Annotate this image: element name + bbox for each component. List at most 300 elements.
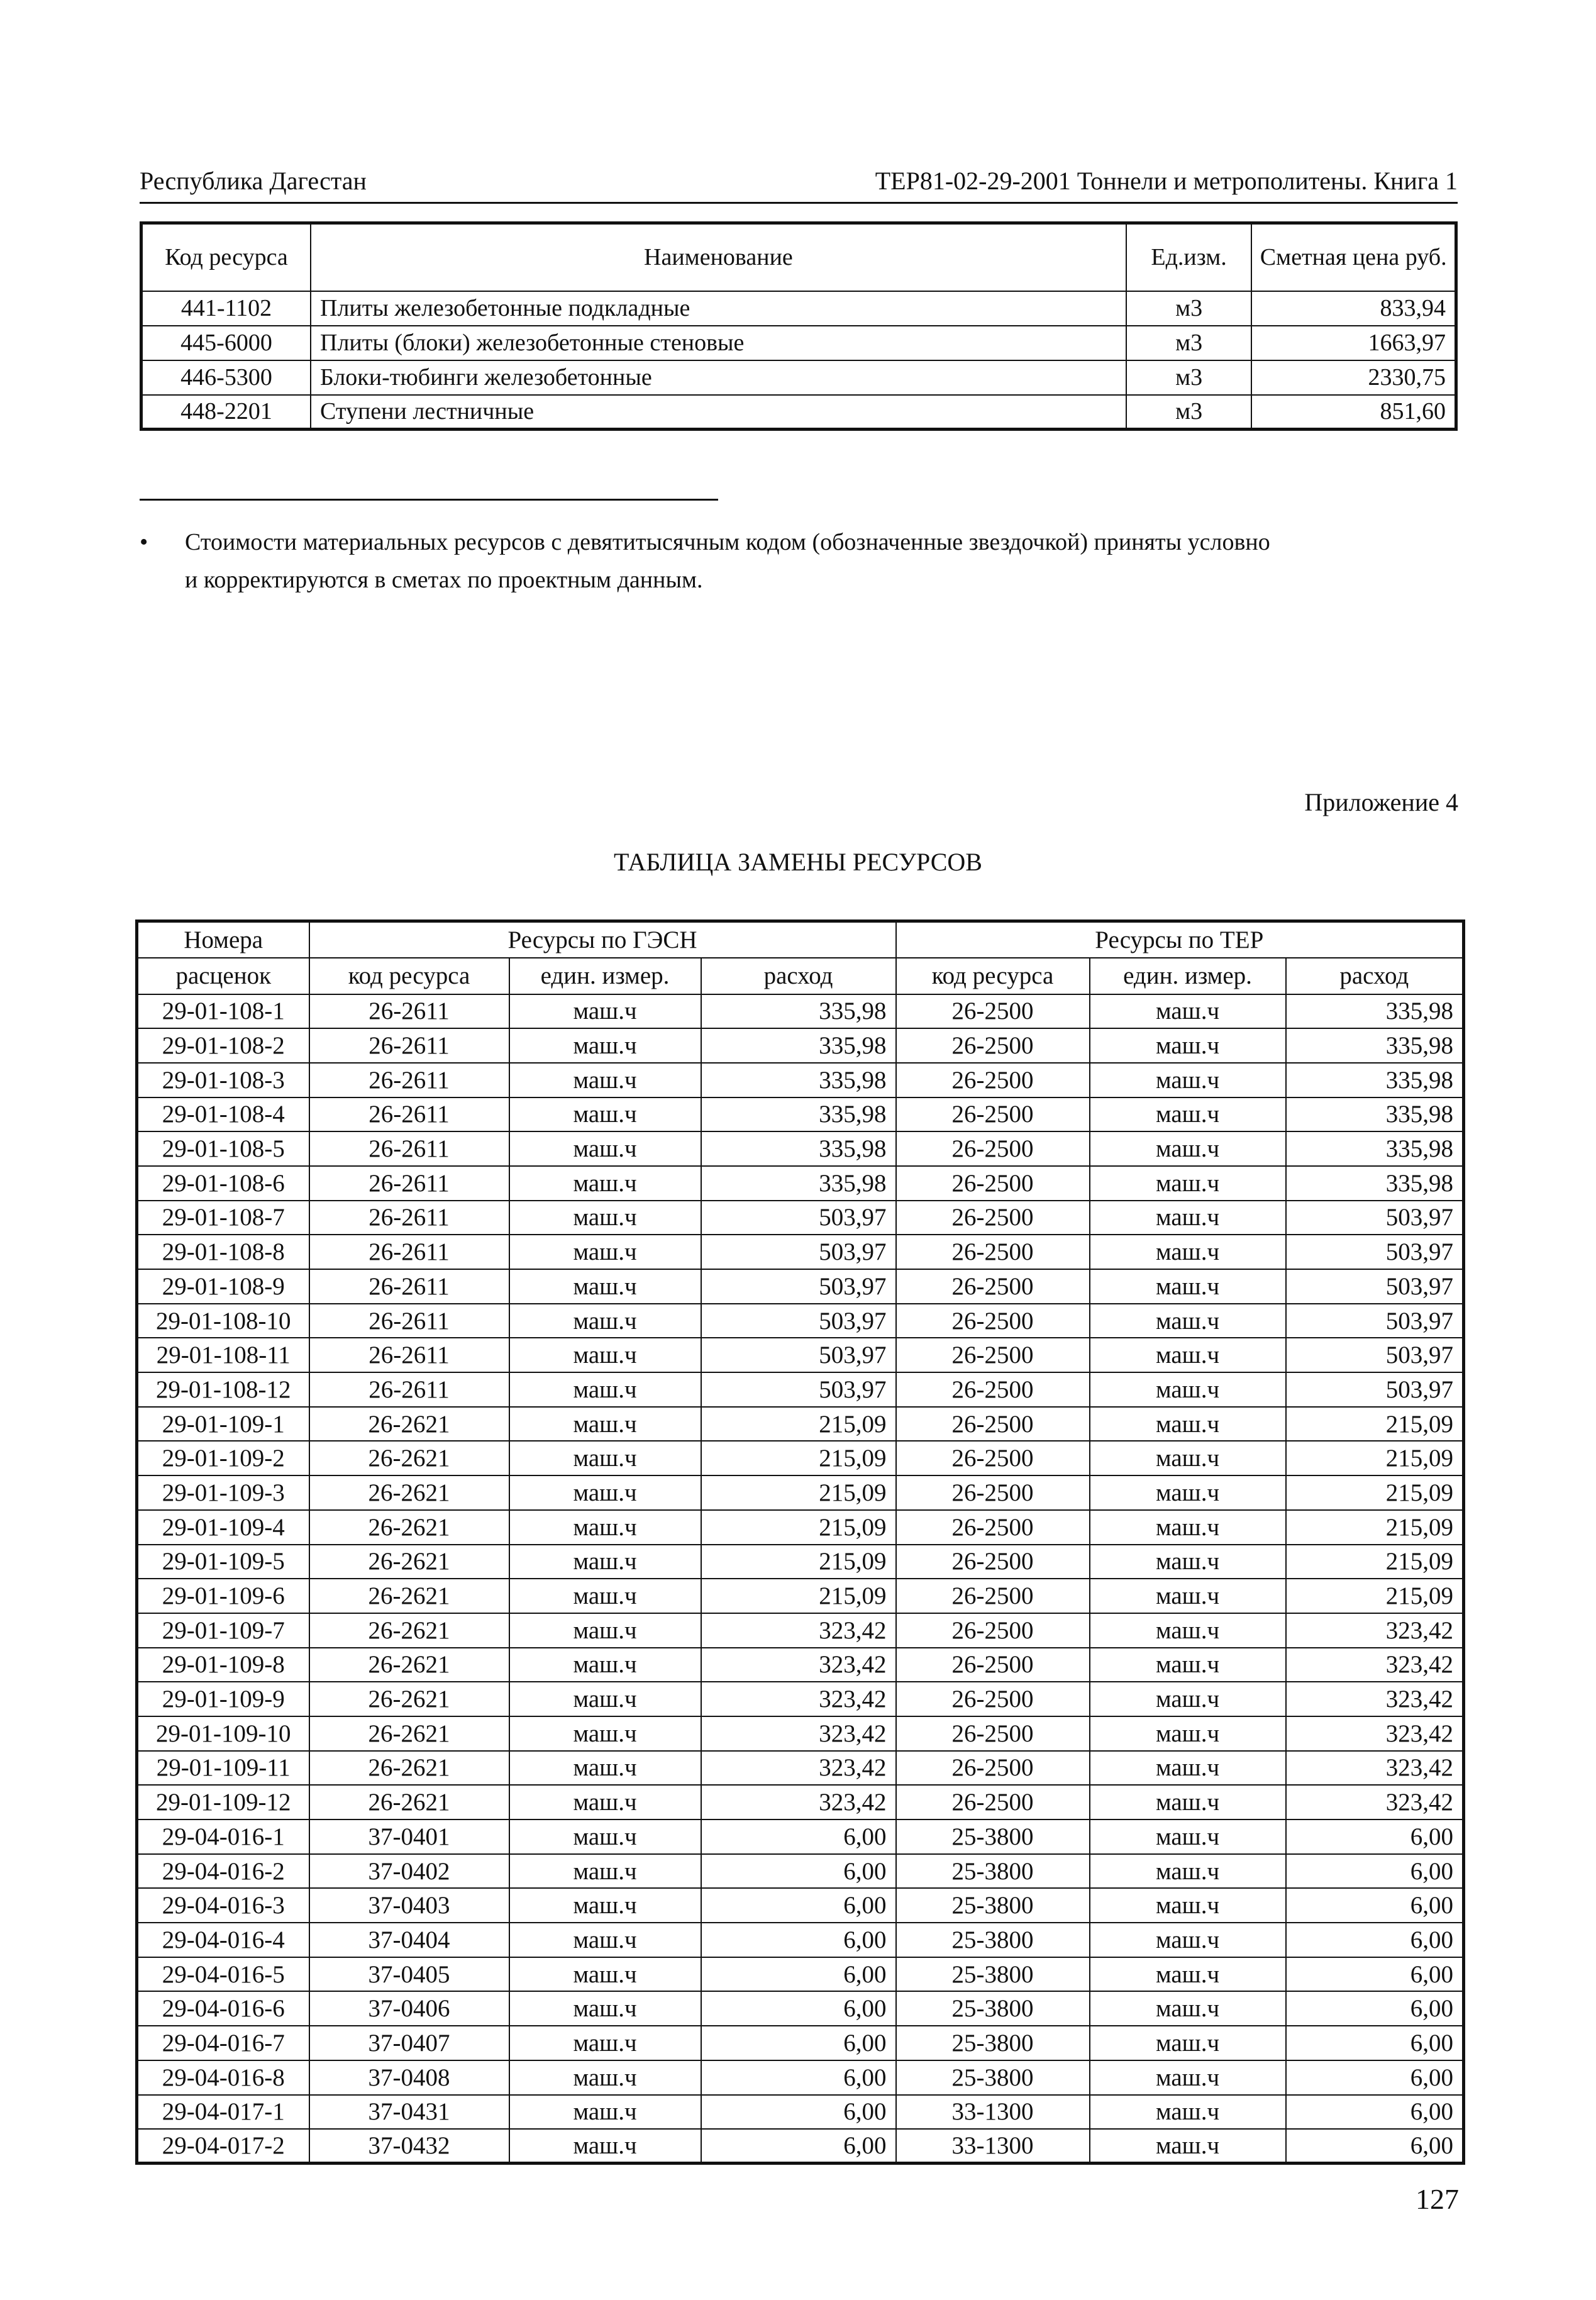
running-header (140, 165, 1458, 204)
cell-ter-code: 33-1300 (896, 2129, 1090, 2164)
cell-ter-unit: маш.ч (1090, 2060, 1286, 2095)
cell-gesn-unit: маш.ч (509, 1785, 701, 1819)
cell-rate-number: 29-01-108-2 (137, 1028, 309, 1063)
cell-price: 2330,75 (1251, 360, 1456, 395)
cell-ter-unit: маш.ч (1090, 2095, 1286, 2130)
cell-ter-code: 25-3800 (896, 2026, 1090, 2060)
cell-price: 851,60 (1251, 395, 1456, 430)
cell-gesn-amount: 503,97 (701, 1201, 896, 1235)
cell-ter-amount: 215,09 (1286, 1407, 1464, 1442)
col-header-gesn-code: код ресурса (309, 958, 509, 994)
cell-ter-unit: маш.ч (1090, 2026, 1286, 2060)
cell-gesn-unit: маш.ч (509, 1991, 701, 2026)
cell-ter-code: 25-3800 (896, 1923, 1090, 1957)
cell-rate-number: 29-04-016-1 (137, 1819, 309, 1854)
cell-ter-code: 26-2500 (896, 994, 1090, 1029)
table-row (137, 1269, 1464, 1304)
col-header-code: Код ресурса (141, 223, 311, 291)
table-row (137, 1716, 1464, 1751)
cell-ter-unit: маш.ч (1090, 1682, 1286, 1716)
cell-ter-code: 26-2500 (896, 1235, 1090, 1269)
cell-gesn-unit: маш.ч (509, 1372, 701, 1407)
cell-ter-amount: 323,42 (1286, 1648, 1464, 1682)
table-row (137, 1785, 1464, 1819)
cell-ter-code: 26-2500 (896, 1407, 1090, 1442)
cell-ter-amount: 323,42 (1286, 1751, 1464, 1786)
table-header-row (141, 223, 1456, 291)
cell-ter-amount: 503,97 (1286, 1201, 1464, 1235)
cell-ter-amount: 503,97 (1286, 1269, 1464, 1304)
cell-gesn-amount: 335,98 (701, 1063, 896, 1097)
table-row (137, 1063, 1464, 1097)
cell-rate-number: 29-01-108-9 (137, 1269, 309, 1304)
cell-ter-code: 26-2500 (896, 1682, 1090, 1716)
cell-ter-code: 26-2500 (896, 1785, 1090, 1819)
cell-ter-code: 33-1300 (896, 2095, 1090, 2130)
cell-rate-number: 29-01-109-6 (137, 1579, 309, 1613)
cell-rate-number: 29-01-109-2 (137, 1441, 309, 1475)
cell-ter-amount: 6,00 (1286, 1991, 1464, 2026)
table-row (137, 1819, 1464, 1854)
cell-unit: м3 (1126, 360, 1252, 395)
cell-gesn-unit: маш.ч (509, 1063, 701, 1097)
cell-ter-code: 26-2500 (896, 1475, 1090, 1510)
cell-ter-amount: 503,97 (1286, 1235, 1464, 1269)
table-row (141, 326, 1456, 360)
cell-ter-unit: маш.ч (1090, 1991, 1286, 2026)
cell-ter-code: 26-2500 (896, 1648, 1090, 1682)
cell-rate-number: 29-01-109-1 (137, 1407, 309, 1442)
cell-ter-amount: 323,42 (1286, 1682, 1464, 1716)
cell-rate-number: 29-04-016-2 (137, 1854, 309, 1889)
cell-rate-number: 29-01-108-3 (137, 1063, 309, 1097)
cell-gesn-amount: 335,98 (701, 1028, 896, 1063)
cell-rate-number: 29-01-108-4 (137, 1097, 309, 1132)
cell-code: 441-1102 (141, 291, 311, 326)
cell-ter-amount: 335,98 (1286, 1063, 1464, 1097)
cell-gesn-amount: 6,00 (701, 2095, 896, 2130)
cell-rate-number: 29-01-108-8 (137, 1235, 309, 1269)
cell-rate-number: 29-01-108-7 (137, 1201, 309, 1235)
cell-gesn-amount: 323,42 (701, 1785, 896, 1819)
table-row (141, 360, 1456, 395)
cell-gesn-code: 37-0432 (309, 2129, 509, 2164)
cell-gesn-amount: 323,42 (701, 1716, 896, 1751)
cell-ter-code: 25-3800 (896, 1854, 1090, 1889)
cell-ter-unit: маш.ч (1090, 1441, 1286, 1475)
cell-gesn-unit: маш.ч (509, 1510, 701, 1545)
cell-name: Блоки-тюбинги железобетонные (311, 360, 1126, 395)
cell-gesn-unit: маш.ч (509, 2026, 701, 2060)
cell-ter-code: 26-2500 (896, 1579, 1090, 1613)
cell-ter-code: 26-2500 (896, 1372, 1090, 1407)
cell-ter-unit: маш.ч (1090, 1269, 1286, 1304)
cell-ter-unit: маш.ч (1090, 1648, 1286, 1682)
table-row (137, 1097, 1464, 1132)
cell-ter-unit: маш.ч (1090, 1510, 1286, 1545)
cell-unit: м3 (1126, 395, 1252, 430)
cell-rate-number: 29-01-109-10 (137, 1716, 309, 1751)
cell-gesn-amount: 6,00 (701, 1991, 896, 2026)
table-row (137, 2129, 1464, 2164)
cell-price: 833,94 (1251, 291, 1456, 326)
cell-ter-code: 25-3800 (896, 1819, 1090, 1854)
cell-gesn-code: 26-2611 (309, 1131, 509, 1166)
cell-gesn-unit: маш.ч (509, 1028, 701, 1063)
cell-ter-unit: маш.ч (1090, 1475, 1286, 1510)
cell-ter-unit: маш.ч (1090, 1131, 1286, 1166)
cell-ter-unit: маш.ч (1090, 1819, 1286, 1854)
cell-rate-number: 29-01-109-3 (137, 1475, 309, 1510)
cell-gesn-code: 26-2621 (309, 1716, 509, 1751)
cell-gesn-unit: маш.ч (509, 1819, 701, 1854)
cell-ter-unit: маш.ч (1090, 1235, 1286, 1269)
cell-gesn-unit: маш.ч (509, 1648, 701, 1682)
cell-ter-unit: маш.ч (1090, 1304, 1286, 1338)
cell-ter-amount: 503,97 (1286, 1372, 1464, 1407)
cell-rate-number: 29-01-109-7 (137, 1613, 309, 1648)
cell-ter-unit: маш.ч (1090, 1579, 1286, 1613)
cell-gesn-code: 26-2621 (309, 1475, 509, 1510)
cell-ter-amount: 6,00 (1286, 2060, 1464, 2095)
table-row (141, 291, 1456, 326)
cell-ter-amount: 323,42 (1286, 1613, 1464, 1648)
cell-rate-number: 29-01-109-9 (137, 1682, 309, 1716)
col-header-ter-amount: расход (1286, 958, 1464, 994)
cell-gesn-unit: маш.ч (509, 1854, 701, 1889)
cell-gesn-unit: маш.ч (509, 1545, 701, 1579)
table-row (137, 1028, 1464, 1063)
cell-ter-unit: маш.ч (1090, 1097, 1286, 1132)
cell-code: 448-2201 (141, 395, 311, 430)
cell-ter-code: 26-2500 (896, 1028, 1090, 1063)
cell-unit: м3 (1126, 291, 1252, 326)
cell-ter-unit: маш.ч (1090, 1372, 1286, 1407)
table-row (137, 1923, 1464, 1957)
cell-rate-number: 29-04-016-5 (137, 1957, 309, 1992)
table-row (137, 994, 1464, 1029)
cell-ter-amount: 503,97 (1286, 1304, 1464, 1338)
cell-ter-amount: 335,98 (1286, 1028, 1464, 1063)
cell-gesn-code: 37-0407 (309, 2026, 509, 2060)
cell-ter-amount: 6,00 (1286, 2129, 1464, 2164)
cell-ter-code: 26-2500 (896, 1304, 1090, 1338)
cell-ter-code: 26-2500 (896, 1751, 1090, 1786)
cell-gesn-code: 26-2621 (309, 1648, 509, 1682)
cell-ter-unit: маш.ч (1090, 1545, 1286, 1579)
table-row (137, 1613, 1464, 1648)
cell-gesn-code: 26-2621 (309, 1785, 509, 1819)
cell-gesn-amount: 323,42 (701, 1751, 896, 1786)
table-header-row (137, 921, 1464, 958)
cell-rate-number: 29-04-016-7 (137, 2026, 309, 2060)
cell-gesn-amount: 335,98 (701, 1131, 896, 1166)
cell-rate-number: 29-01-108-10 (137, 1304, 309, 1338)
cell-ter-unit: маш.ч (1090, 1407, 1286, 1442)
cell-rate-number: 29-01-109-5 (137, 1545, 309, 1579)
cell-gesn-code: 26-2621 (309, 1613, 509, 1648)
cell-ter-unit: маш.ч (1090, 1201, 1286, 1235)
cell-gesn-unit: маш.ч (509, 1441, 701, 1475)
cell-ter-amount: 323,42 (1286, 1785, 1464, 1819)
table-row (137, 1372, 1464, 1407)
table-title: ТАБЛИЦА ЗАМЕНЫ РЕСУРСОВ (614, 848, 982, 876)
cell-gesn-unit: маш.ч (509, 1888, 701, 1923)
table-row (137, 2026, 1464, 2060)
cell-rate-number: 29-04-016-6 (137, 1991, 309, 2026)
cell-ter-code: 25-3800 (896, 1957, 1090, 1992)
cell-rate-number: 29-01-109-8 (137, 1648, 309, 1682)
cell-gesn-unit: маш.ч (509, 1201, 701, 1235)
cell-gesn-code: 37-0401 (309, 1819, 509, 1854)
cell-gesn-unit: маш.ч (509, 2095, 701, 2130)
cell-name: Плиты (блоки) железобетонные стеновые (311, 326, 1126, 360)
cell-gesn-code: 26-2621 (309, 1510, 509, 1545)
cell-ter-amount: 215,09 (1286, 1579, 1464, 1613)
cell-ter-amount: 215,09 (1286, 1510, 1464, 1545)
header-region: Республика Дагестан (140, 167, 367, 195)
cell-gesn-amount: 215,09 (701, 1407, 896, 1442)
cell-gesn-amount: 6,00 (701, 2129, 896, 2164)
cell-gesn-code: 26-2611 (309, 1063, 509, 1097)
cell-gesn-code: 26-2611 (309, 1269, 509, 1304)
cell-ter-amount: 335,98 (1286, 1097, 1464, 1132)
cell-gesn-code: 26-2611 (309, 1097, 509, 1132)
table-row (137, 1201, 1464, 1235)
cell-gesn-amount: 6,00 (701, 1957, 896, 1992)
cell-rate-number: 29-04-016-8 (137, 2060, 309, 2095)
cell-gesn-unit: маш.ч (509, 1579, 701, 1613)
cell-ter-code: 26-2500 (896, 1063, 1090, 1097)
table-row (137, 1304, 1464, 1338)
cell-gesn-amount: 6,00 (701, 1888, 896, 1923)
cell-gesn-amount: 335,98 (701, 994, 896, 1029)
cell-gesn-code: 26-2611 (309, 1235, 509, 1269)
cell-gesn-code: 37-0402 (309, 1854, 509, 1889)
cell-rate-number: 29-01-108-11 (137, 1338, 309, 1372)
cell-gesn-amount: 6,00 (701, 2026, 896, 2060)
cell-rate-number: 29-01-109-12 (137, 1785, 309, 1819)
cell-rate-number: 29-01-109-4 (137, 1510, 309, 1545)
cell-gesn-amount: 323,42 (701, 1648, 896, 1682)
cell-ter-amount: 6,00 (1286, 2026, 1464, 2060)
col-group-gesn: Ресурсы по ГЭСН (309, 921, 896, 958)
cell-gesn-unit: маш.ч (509, 994, 701, 1029)
cell-gesn-code: 26-2621 (309, 1579, 509, 1613)
cell-gesn-unit: маш.ч (509, 1304, 701, 1338)
cell-gesn-code: 26-2611 (309, 1201, 509, 1235)
col-header-price: Сметная цена руб. (1251, 223, 1456, 291)
cell-ter-amount: 6,00 (1286, 1888, 1464, 1923)
table-row (137, 1166, 1464, 1201)
cell-gesn-unit: маш.ч (509, 1338, 701, 1372)
cell-ter-amount: 6,00 (1286, 2095, 1464, 2130)
table-row (137, 1648, 1464, 1682)
cell-gesn-amount: 323,42 (701, 1613, 896, 1648)
cell-gesn-code: 26-2611 (309, 1372, 509, 1407)
col-header-rate-top: Номера (137, 921, 309, 958)
cell-gesn-code: 37-0431 (309, 2095, 509, 2130)
cell-gesn-amount: 215,09 (701, 1510, 896, 1545)
cell-gesn-amount: 6,00 (701, 1854, 896, 1889)
cell-gesn-amount: 335,98 (701, 1166, 896, 1201)
table-row (137, 1957, 1464, 1992)
cell-ter-code: 26-2500 (896, 1166, 1090, 1201)
page-number: 127 (1416, 2183, 1459, 2215)
cell-code: 446-5300 (141, 360, 311, 395)
cell-ter-unit: маш.ч (1090, 1716, 1286, 1751)
cell-rate-number: 29-04-016-4 (137, 1923, 309, 1957)
cell-ter-code: 25-3800 (896, 1991, 1090, 2026)
footnote-text (185, 523, 1392, 599)
cell-ter-amount: 6,00 (1286, 1854, 1464, 1889)
table-row (137, 1854, 1464, 1889)
cell-gesn-unit: маш.ч (509, 1269, 701, 1304)
cell-rate-number: 29-04-016-3 (137, 1888, 309, 1923)
cell-ter-code: 26-2500 (896, 1716, 1090, 1751)
cell-ter-amount: 323,42 (1286, 1716, 1464, 1751)
footnote-bullet: • (140, 529, 148, 555)
cell-gesn-unit: маш.ч (509, 1613, 701, 1648)
cell-rate-number: 29-01-108-1 (137, 994, 309, 1029)
cell-gesn-unit: маш.ч (509, 1716, 701, 1751)
cell-ter-code: 26-2500 (896, 1131, 1090, 1166)
cell-rate-number: 29-01-109-11 (137, 1751, 309, 1786)
cell-code: 445-6000 (141, 326, 311, 360)
cell-rate-number: 29-01-108-12 (137, 1372, 309, 1407)
cell-gesn-unit: маш.ч (509, 1097, 701, 1132)
cell-ter-amount: 335,98 (1286, 994, 1464, 1029)
cell-ter-code: 26-2500 (896, 1269, 1090, 1304)
cell-ter-amount: 6,00 (1286, 1923, 1464, 1957)
cell-gesn-code: 26-2621 (309, 1545, 509, 1579)
table-row (137, 1991, 1464, 2026)
cell-gesn-amount: 6,00 (701, 2060, 896, 2095)
footnote-line: Стоимости материальных ресурсов с девятитысячным кодом (обозначенные звездочкой) приняты условно (185, 529, 1270, 555)
table-row (137, 1682, 1464, 1716)
cell-rate-number: 29-04-017-2 (137, 2129, 309, 2164)
table-row (137, 2095, 1464, 2130)
cell-ter-code: 26-2500 (896, 1613, 1090, 1648)
cell-ter-amount: 335,98 (1286, 1131, 1464, 1166)
cell-ter-unit: маш.ч (1090, 2129, 1286, 2164)
cell-ter-unit: маш.ч (1090, 1613, 1286, 1648)
cell-ter-code: 25-3800 (896, 2060, 1090, 2095)
appendix-label: Приложение 4 (1304, 788, 1458, 816)
cell-gesn-amount: 503,97 (701, 1338, 896, 1372)
cell-ter-amount: 6,00 (1286, 1957, 1464, 1992)
cell-ter-unit: маш.ч (1090, 1751, 1286, 1786)
cell-rate-number: 29-01-108-5 (137, 1131, 309, 1166)
cell-ter-unit: маш.ч (1090, 1785, 1286, 1819)
footnote-separator (140, 499, 718, 501)
cell-ter-unit: маш.ч (1090, 1854, 1286, 1889)
cell-ter-unit: маш.ч (1090, 1166, 1286, 1201)
col-header-name: Наименование (311, 223, 1126, 291)
col-header-rate-bottom: расценок (137, 958, 309, 994)
cell-ter-code: 26-2500 (896, 1441, 1090, 1475)
header-document-title: ТЕР81-02-29-2001 Тоннели и метрополитены. Книга 1 (875, 167, 1458, 195)
cell-ter-code: 26-2500 (896, 1338, 1090, 1372)
cell-gesn-unit: маш.ч (509, 1407, 701, 1442)
cell-ter-code: 26-2500 (896, 1097, 1090, 1132)
table-row (137, 1131, 1464, 1166)
cell-gesn-unit: маш.ч (509, 1957, 701, 1992)
table-row (137, 1235, 1464, 1269)
cell-gesn-amount: 503,97 (701, 1269, 896, 1304)
cell-ter-code: 25-3800 (896, 1888, 1090, 1923)
table-row (141, 395, 1456, 430)
cell-ter-code: 26-2500 (896, 1545, 1090, 1579)
cell-gesn-amount: 6,00 (701, 1923, 896, 1957)
cell-gesn-amount: 503,97 (701, 1304, 896, 1338)
cell-gesn-unit: маш.ч (509, 1682, 701, 1716)
cell-gesn-unit: маш.ч (509, 1166, 701, 1201)
cell-gesn-code: 26-2621 (309, 1682, 509, 1716)
cell-ter-amount: 6,00 (1286, 1819, 1464, 1854)
col-group-ter: Ресурсы по ТЕР (896, 921, 1464, 958)
cell-gesn-code: 26-2611 (309, 1028, 509, 1063)
cell-gesn-amount: 503,97 (701, 1372, 896, 1407)
cell-gesn-code: 37-0408 (309, 2060, 509, 2095)
cell-gesn-unit: маш.ч (509, 1235, 701, 1269)
col-header-ter-code: код ресурса (896, 958, 1090, 994)
cell-ter-code: 26-2500 (896, 1510, 1090, 1545)
cell-gesn-code: 26-2611 (309, 1304, 509, 1338)
table-row (137, 1751, 1464, 1786)
cell-gesn-unit: маш.ч (509, 2129, 701, 2164)
cell-gesn-amount: 6,00 (701, 1819, 896, 1854)
cell-ter-unit: маш.ч (1090, 1338, 1286, 1372)
cell-gesn-unit: маш.ч (509, 1751, 701, 1786)
cell-gesn-code: 26-2621 (309, 1441, 509, 1475)
cell-rate-number: 29-01-108-6 (137, 1166, 309, 1201)
cell-gesn-amount: 323,42 (701, 1682, 896, 1716)
col-header-gesn-amount: расход (701, 958, 896, 994)
table-row (137, 1441, 1464, 1475)
table-row (137, 1407, 1464, 1442)
cell-gesn-code: 37-0404 (309, 1923, 509, 1957)
cell-gesn-code: 26-2621 (309, 1751, 509, 1786)
cell-ter-unit: маш.ч (1090, 1923, 1286, 1957)
cell-gesn-amount: 215,09 (701, 1579, 896, 1613)
cell-gesn-code: 37-0406 (309, 1991, 509, 2026)
cell-gesn-code: 26-2611 (309, 994, 509, 1029)
cell-ter-amount: 215,09 (1286, 1441, 1464, 1475)
table-row (137, 1475, 1464, 1510)
cell-gesn-amount: 215,09 (701, 1475, 896, 1510)
table-row (137, 1888, 1464, 1923)
cell-gesn-unit: маш.ч (509, 2060, 701, 2095)
col-header-unit: Ед.изм. (1126, 223, 1252, 291)
cell-rate-number: 29-04-017-1 (137, 2095, 309, 2130)
cell-ter-unit: маш.ч (1090, 1888, 1286, 1923)
cell-gesn-amount: 215,09 (701, 1441, 896, 1475)
resource-replacement-table (135, 919, 1465, 2165)
table-subheader-row (137, 958, 1464, 994)
resources-price-table (140, 221, 1458, 431)
cell-gesn-unit: маш.ч (509, 1475, 701, 1510)
table-row (137, 1545, 1464, 1579)
cell-ter-amount: 215,09 (1286, 1545, 1464, 1579)
cell-name: Ступени лестничные (311, 395, 1126, 430)
cell-ter-unit: маш.ч (1090, 1063, 1286, 1097)
cell-name: Плиты железобетонные подкладные (311, 291, 1126, 326)
cell-price: 1663,97 (1251, 326, 1456, 360)
cell-ter-amount: 335,98 (1286, 1166, 1464, 1201)
cell-ter-amount: 215,09 (1286, 1475, 1464, 1510)
table-row (137, 1338, 1464, 1372)
